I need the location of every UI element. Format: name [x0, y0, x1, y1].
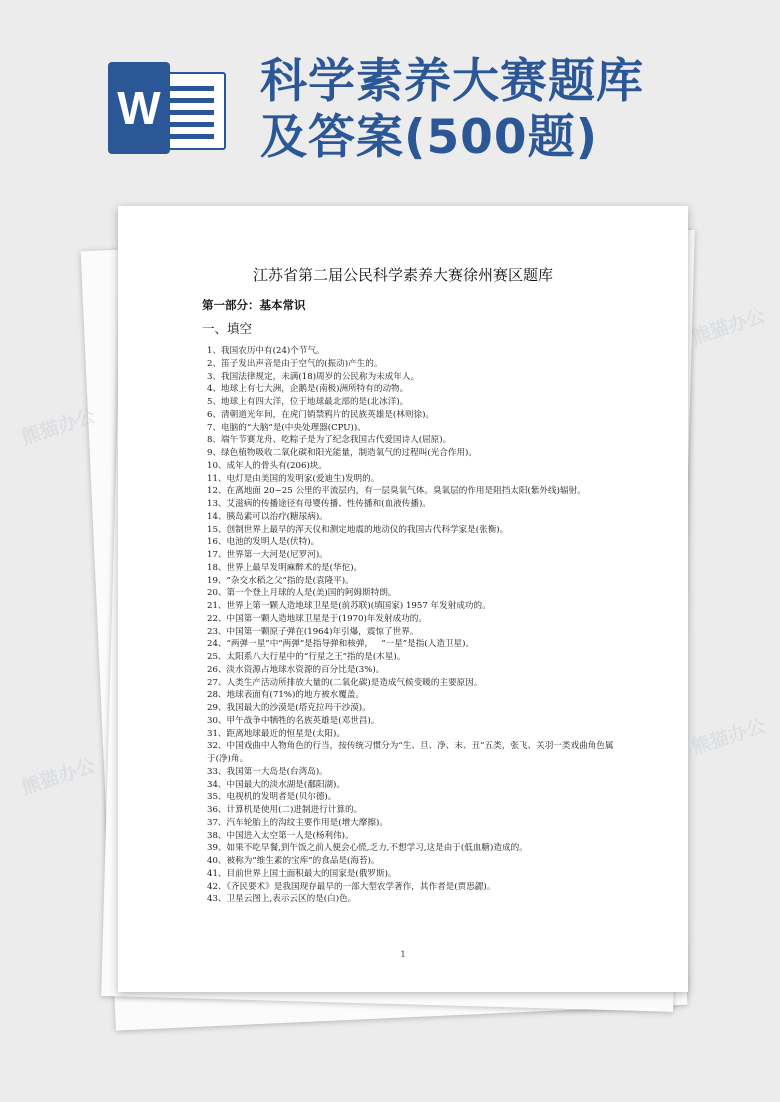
- watermark: 熊猫办公: [18, 404, 99, 450]
- question-item: 42、《齐民要术》是我国现存最早的一部大型农学著作，其作者是(贾思勰)。: [207, 881, 496, 892]
- word-icon: [108, 62, 224, 154]
- watermark: 熊猫办公: [688, 714, 769, 760]
- question-item: 43、卫星云图上,表示云区的是(白)色。: [207, 894, 357, 905]
- question-item: 41、目前世界上国土面积最大的国家是(俄罗斯)。: [207, 868, 397, 879]
- question-item: 25、太阳系八大行星中的“行星之王”指的是(木星)。: [207, 652, 406, 662]
- question-item: 1、我国农历中有(24)个节气。: [207, 346, 325, 356]
- question-item: 22、中国第一颗人造地球卫星是于(1970)年发射成功的。: [207, 613, 427, 624]
- section-heading: 一、填空: [202, 321, 253, 336]
- question-item: 24、“两弹一星”中“两弹”是指导弹和核弹， “一星”是指(人造卫星)。: [207, 639, 475, 650]
- question-item: 26、淡水资源占地球水资源的百分比是(3%)。: [207, 664, 385, 675]
- question-item: 29、我国最大的沙漠是(塔克拉玛干沙漠)。: [207, 703, 371, 713]
- question-item: 30、甲午战争中牺牲的名族英雄是(邓世昌)。: [207, 715, 380, 726]
- question-item: 33、我国第一大岛是(台湾岛)。: [207, 766, 328, 777]
- question-item: 3、我国法律规定，未满(18)周岁的公民称为未成年人。: [207, 371, 420, 382]
- question-item: 37、汽车轮胎上的沟纹主要作用是(增大摩擦)。: [207, 817, 388, 828]
- document-title: 江苏省第二届公民科学素养大赛徐州赛区题库: [252, 266, 553, 284]
- question-item: 31、距离地球最近的恒星是(太阳)。: [207, 728, 345, 739]
- question-item: 12、在离地面 20~25 公里的平流层内，有一层臭氧气体。臭氧层的作用是阻挡太阳(紫外线)辐射。: [207, 486, 586, 497]
- question-item: 35、电视机的发明者是(贝尔德)。: [207, 792, 337, 803]
- question-item: 23、中国第一颗原子弹在(1964)年引爆，震惊了世界。: [207, 626, 419, 637]
- part-heading: 第一部分：基本常识: [202, 298, 306, 312]
- cover-title: [260, 54, 770, 166]
- question-item: 8、端午节赛龙舟、吃粽子是为了纪念我国古代爱国诗人(屈原)。: [207, 435, 452, 446]
- question-item: 39、如果不吃早餐,到午饭之前人便会心慌,乏力,不想学习,这是由于(低血糖)造成的。: [207, 843, 528, 854]
- page-number: 1: [400, 950, 406, 959]
- question-item: 28、地球表面有(71%)的地方被水覆盖。: [207, 690, 365, 701]
- question-item: 27、人类生产活动所排放大量的(二氧化碳)是造成气候变暖的主要原因。: [207, 677, 483, 688]
- cover-title-line1: 科学素养大赛题库: [260, 54, 644, 109]
- question-item: 15、创制世界上最早的浑天仪和测定地震的地动仪的我国古代科学家是(张衡)。: [207, 524, 509, 535]
- question-item: 34、中国最大的淡水湖是(鄱阳湖)。: [207, 779, 345, 790]
- question-item: 10、成年人的骨头有(206)块。: [207, 460, 327, 471]
- question-item: 11、电灯是由美国的发明家(爱迪生)发明的。: [207, 473, 380, 484]
- question-item: 4、地球上有七大洲，企鹅是(南极)洲所特有的动物。: [207, 384, 409, 395]
- question-item: 14、胰岛素可以治疗(糖尿病)。: [207, 511, 328, 522]
- cover-header: [0, 0, 780, 200]
- question-item: 38、中国进入太空第一人是(杨利伟)。: [207, 830, 354, 841]
- question-item: 17、世界第一大河是(尼罗河)。: [207, 550, 328, 560]
- question-item: 7、电脑的“大脑”是(中央处理器(CPU))。: [207, 422, 366, 433]
- watermark: 熊猫办公: [18, 754, 99, 800]
- question-item: 6、清朝道光年间，在虎门销禁鸦片的民族英雄是(林则徐)。: [207, 409, 435, 420]
- question-item: 2、笛子发出声音是由于空气的(振动)产生的。: [207, 358, 383, 369]
- question-item: 13、艾滋病的传播途径有母婴传播、性传播和(血液传播)。: [207, 499, 431, 509]
- question-item: 5、地球上有四大洋，位于地球最北部的是(北冰洋)。: [207, 397, 409, 407]
- question-item: 20、第一个登上月球的人是(美)国的阿姆斯特朗。: [207, 588, 397, 599]
- cover-title-line2: 及答案(500题): [260, 110, 599, 165]
- word-icon-letter: W: [108, 62, 170, 154]
- question-item: 18、世界上最早发明麻醉术的是(华佗)。: [207, 562, 363, 573]
- document-page: [118, 206, 688, 992]
- question-item: 36、计算机是使用(二)进制进行计算的。: [207, 805, 363, 815]
- question-item: 40、被称为“维生素的宝库”的食品是(海苔)。: [207, 856, 380, 866]
- question-item: 16、电池的发明人是(伏特)。: [207, 537, 320, 548]
- question-item: 9、绿色植物吸收二氧化碳和阳光能量，制造氧气的过程叫(光合作用)。: [207, 448, 477, 458]
- watermark: 熊猫办公: [688, 304, 769, 350]
- question-item: 19、“杂交水稻之父”指的是(袁隆平)。: [207, 575, 354, 586]
- question-item: 32、中国戏曲中人物角色的行当，按传统习惯分为“生、旦、净、末、丑”五类，张飞、关羽一类戏曲角色属于(净)角。: [207, 741, 614, 764]
- question-item: 21、世界上第一颗人造地球卫星是(前苏联)(填国家) 1957 年发射成功的。: [207, 601, 491, 611]
- question-list: [207, 345, 619, 906]
